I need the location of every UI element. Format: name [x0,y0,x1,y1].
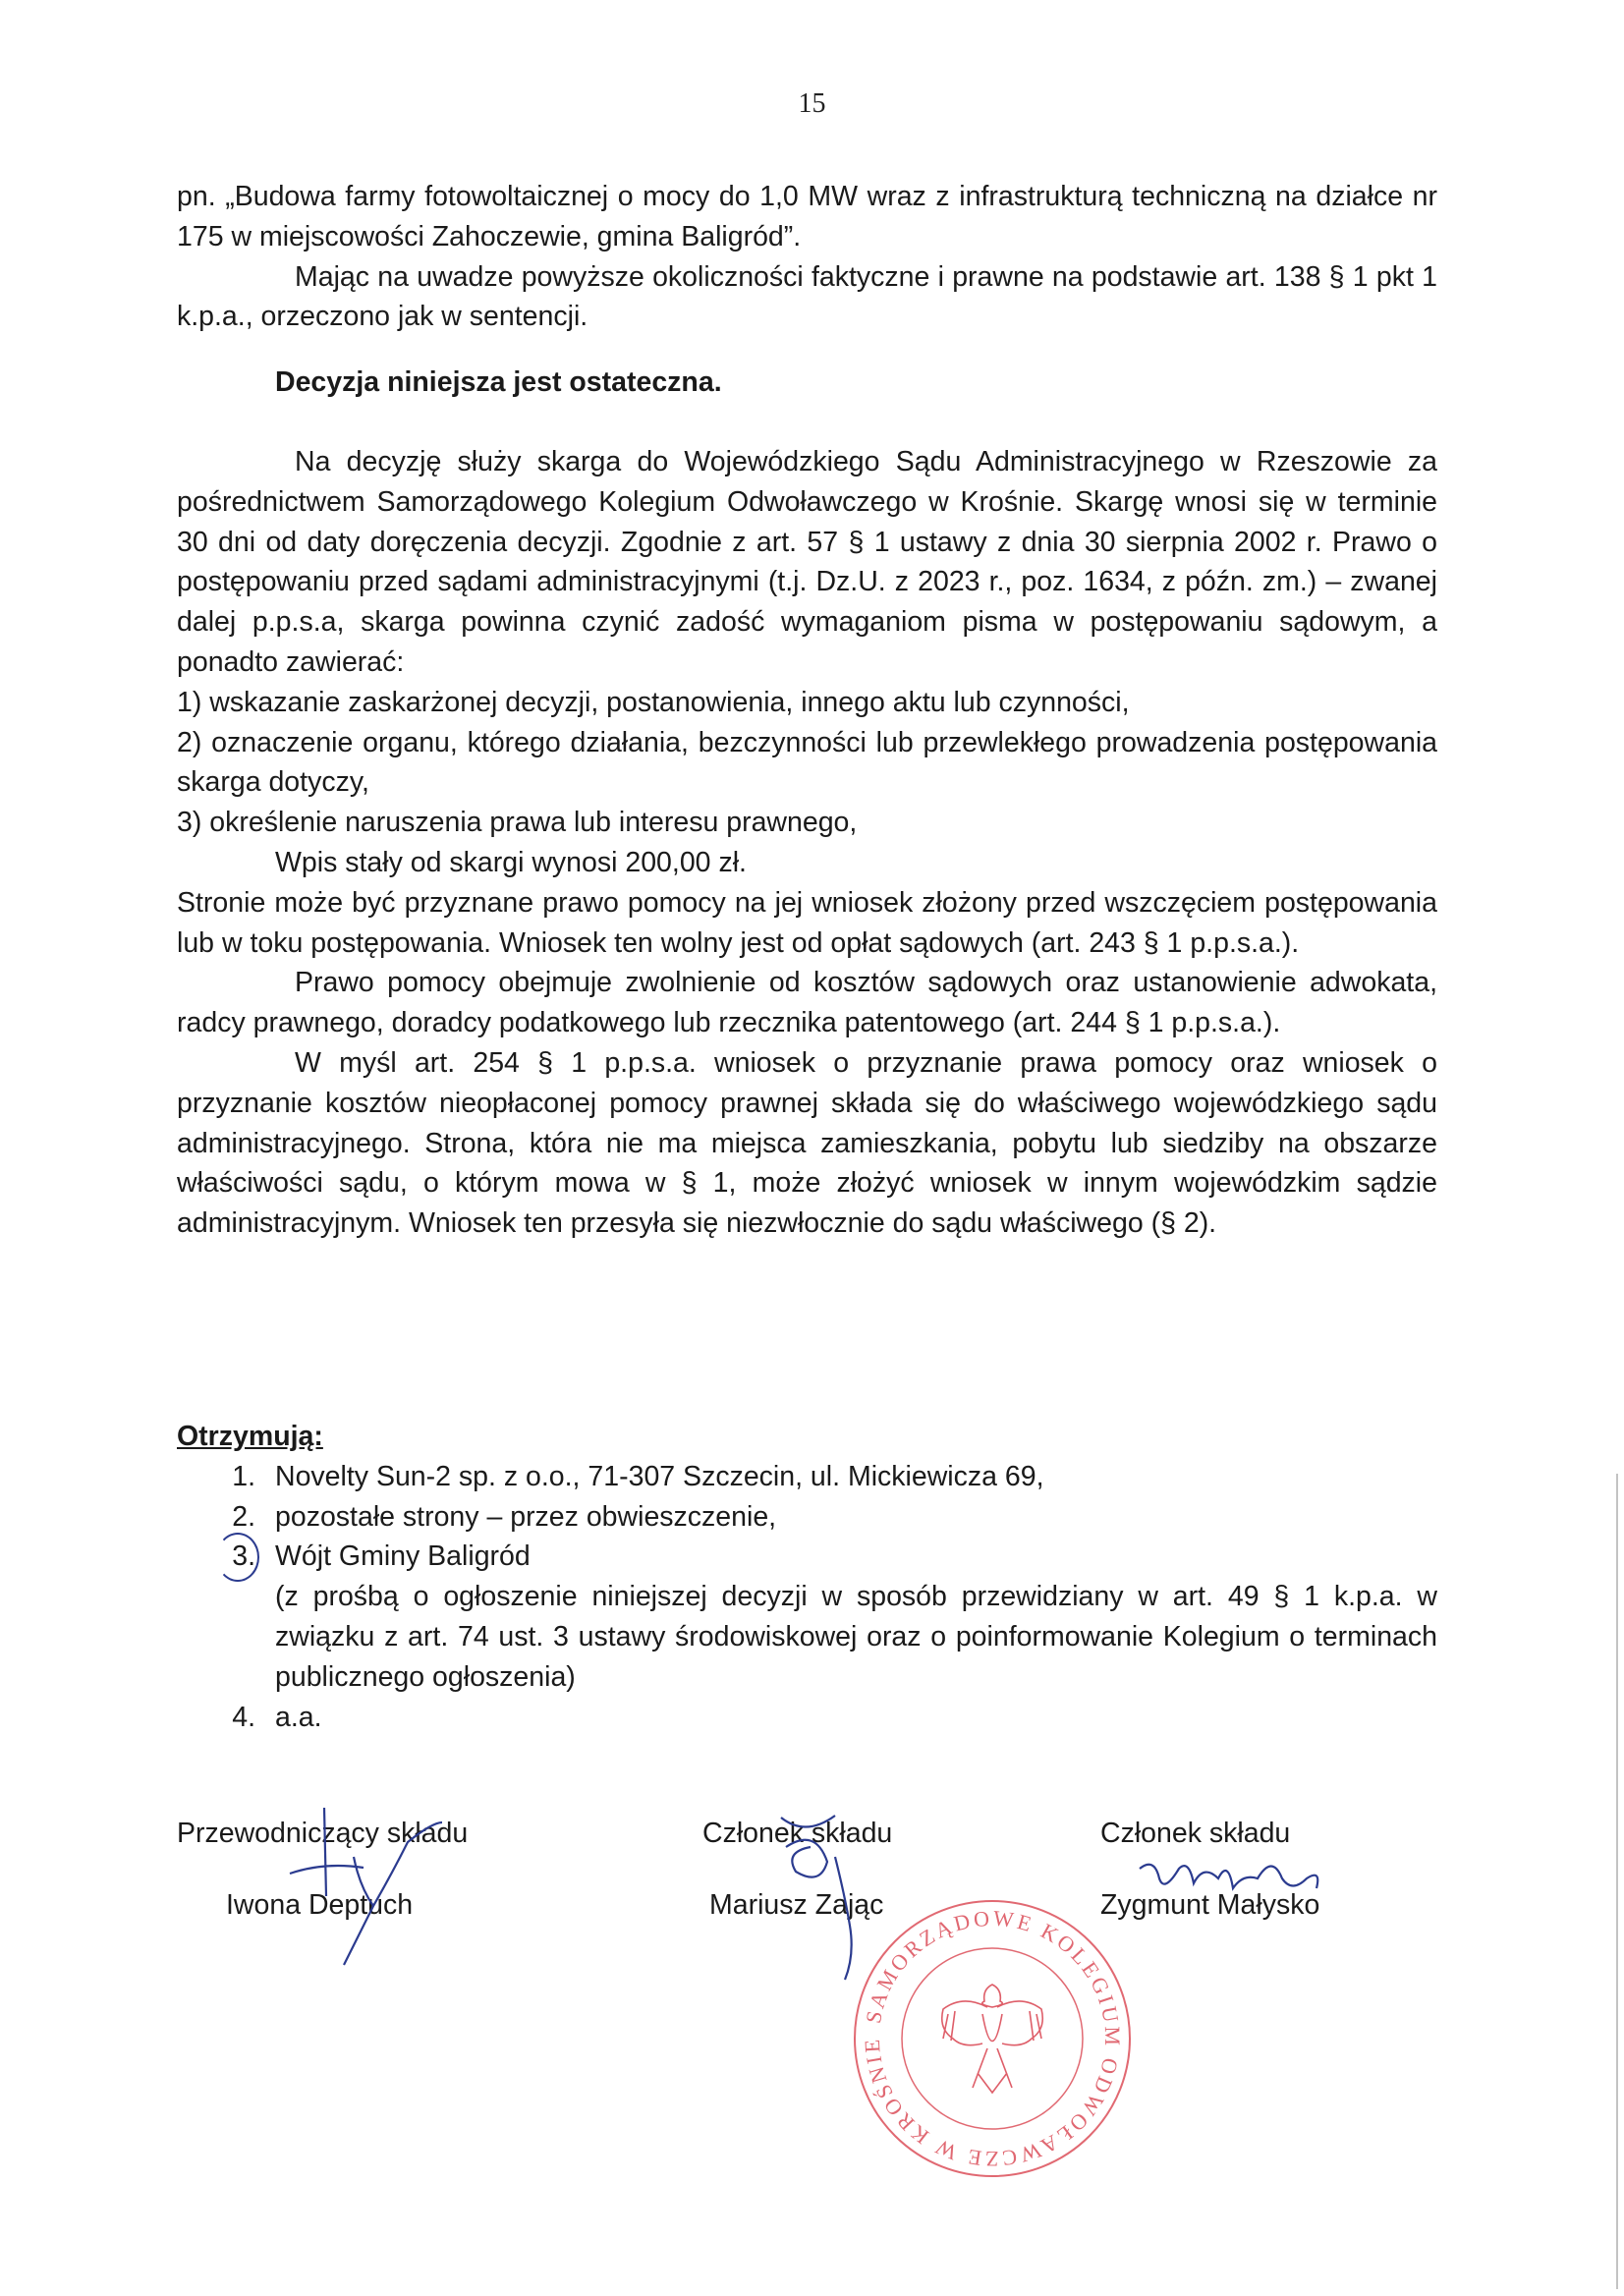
list-item-number: 2. [232,1500,255,1533]
list-item-number: 1. [232,1460,255,1492]
paragraph-legal-aid-procedure: W myśl art. 254 § 1 p.p.s.a. wniosek o przyznanie prawa pomocy oraz wniosek o przyznanie kosztów nieopłaconej pomocy prawnej składa się do właściwego wojewódzkiego sądu administracyjnego. Strona, która nie ma miejsca zamieszkania, pobytu lub siedziby na obszarze właściwości sądu, o którym mowa w § 1, może złożyć wniosek w innym wojewódzkim sądzie administracyjnym. Wniosek ten przesyła się niezwłocznie do sądu właściwego (§ 2). [177,1046,1437,1240]
list-item [177,1497,1437,1538]
fee-statement: Wpis stały od skargi wynosi 200,00 zł. [275,846,747,878]
list-item-number: 4. [232,1701,255,1733]
official-stamp [845,1891,1140,2186]
document-body [177,177,1437,1244]
list-item-number [177,1577,275,1697]
requirement-item-2: 2) oznaczenie organu, którego działania, bezczynności lub przewlekłego prowadzenia postępowania skarga dotyczy, [177,726,1437,799]
list-item-text: pozostałe strony – przez obwieszczenie, [275,1500,777,1533]
paragraph-project-name: pn. „Budowa farmy fotowoltaicznej o mocy do 1,0 MW wraz z infrastrukturą techniczną na działce nr 175 w miejscowości Zahoczewie, gmina Baligród”. [177,181,1437,252]
page-number: 15 [798,88,826,119]
signature-name: Mariusz Zając [709,1889,884,1921]
signature-block-chair [177,1818,468,1922]
list-item [177,1537,1437,1577]
paragraph-legal-aid-scope: Prawo pomocy obejmuje zwolnienie od kosztów sądowych oraz ustanowienie adwokata, radcy prawnego, doradcy podatkowego lub rzecznika patentowego (art. 244 § 1 p.p.s.a.). [177,967,1437,1039]
paragraph-legal-aid: Stronie może być przyznane prawo pomocy na jej wniosek złożony przed wszczęciem postępowania lub w toku postępowania. Wniosek ten wolny jest od opłat sądowych (art. 243 § 1 p.p.s.a.). [177,886,1437,959]
signature-role: Przewodniczący składu [177,1818,469,1849]
list-item [177,1457,1437,1497]
signature-role: Członek składu [1100,1818,1291,1849]
requirement-item-1: 1) wskazanie zaskarżonej decyzji, postanowienia, innego aktu lub czynności, [177,686,1130,718]
signature-name: Iwona Deptuch [226,1889,414,1921]
eagle-emblem-icon [942,1985,1043,2093]
signature-role: Członek składu [702,1818,893,1849]
list-item [177,1698,1437,1738]
signature-name: Zygmunt Małysko [1100,1889,1320,1921]
list-item-text: Novelty Sun-2 sp. z o.o., 71-307 Szczecin, ul. Mickiewicza 69, [275,1460,1044,1492]
svg-text:SAMORZĄDOWE KOLEGIUM ODWOŁAWCZ: SAMORZĄDOWE KOLEGIUM ODWOŁAWCZE W KROŚNIE [859,1905,1126,2172]
paragraph-legal-basis: Mając na uwadze powyższe okoliczności faktyczne i prawne na podstawie art. 138 § 1 pkt 1 k.p.a., orzeczono jak w sentencji. [177,260,1437,333]
scan-edge-line [1616,1474,1618,2289]
requirement-item-3: 3) określenie naruszenia prawa lub interesu prawnego, [177,807,858,839]
list-item-text: Wójt Gminy Baligród [275,1540,531,1573]
list-item [177,1577,1437,1697]
list-item-text: (z prośbą o ogłoszenie niniejszej decyzji w sposób przewidziany w art. 49 § 1 k.p.a. w związku z art. 74 ust. 3 ustawy środowiskowej oraz o poinformowanie Kolegium o terminach publicznego ogłoszenia) [275,1581,1437,1693]
paragraph-appeal-info: Na decyzję służy skarga do Wojewódzkiego Sądu Administracyjnego w Rzeszowie za pośrednictwem Samorządowego Kolegium Odwoławczego w Krośnie. Skargę wnosi się w terminie 30 dni od daty doręczenia decyzji. Zgodnie z art. 57 § 1 ustawy z dnia 30 sierpnia 2002 r. Prawo o postępowaniu przed sądami administracyjnymi (t.j. Dz.U. z 2023 r., poz. 1634, z późn. zm.) – zwanej dalej p.p.s.a, skarga powinna czynić zadość wymaganiom pisma w postępowaniu sądowym, a ponadto zawierać: [177,445,1437,678]
list-item-number: 3. [177,1537,275,1577]
recipients-title: Otrzymują: [177,1421,323,1452]
list-item-text: a.a. [275,1701,322,1733]
recipients-section [177,1417,1437,1737]
handwritten-circle-mark [216,1533,259,1582]
final-decision-statement: Decyzja niniejsza jest ostateczna. [275,366,722,399]
